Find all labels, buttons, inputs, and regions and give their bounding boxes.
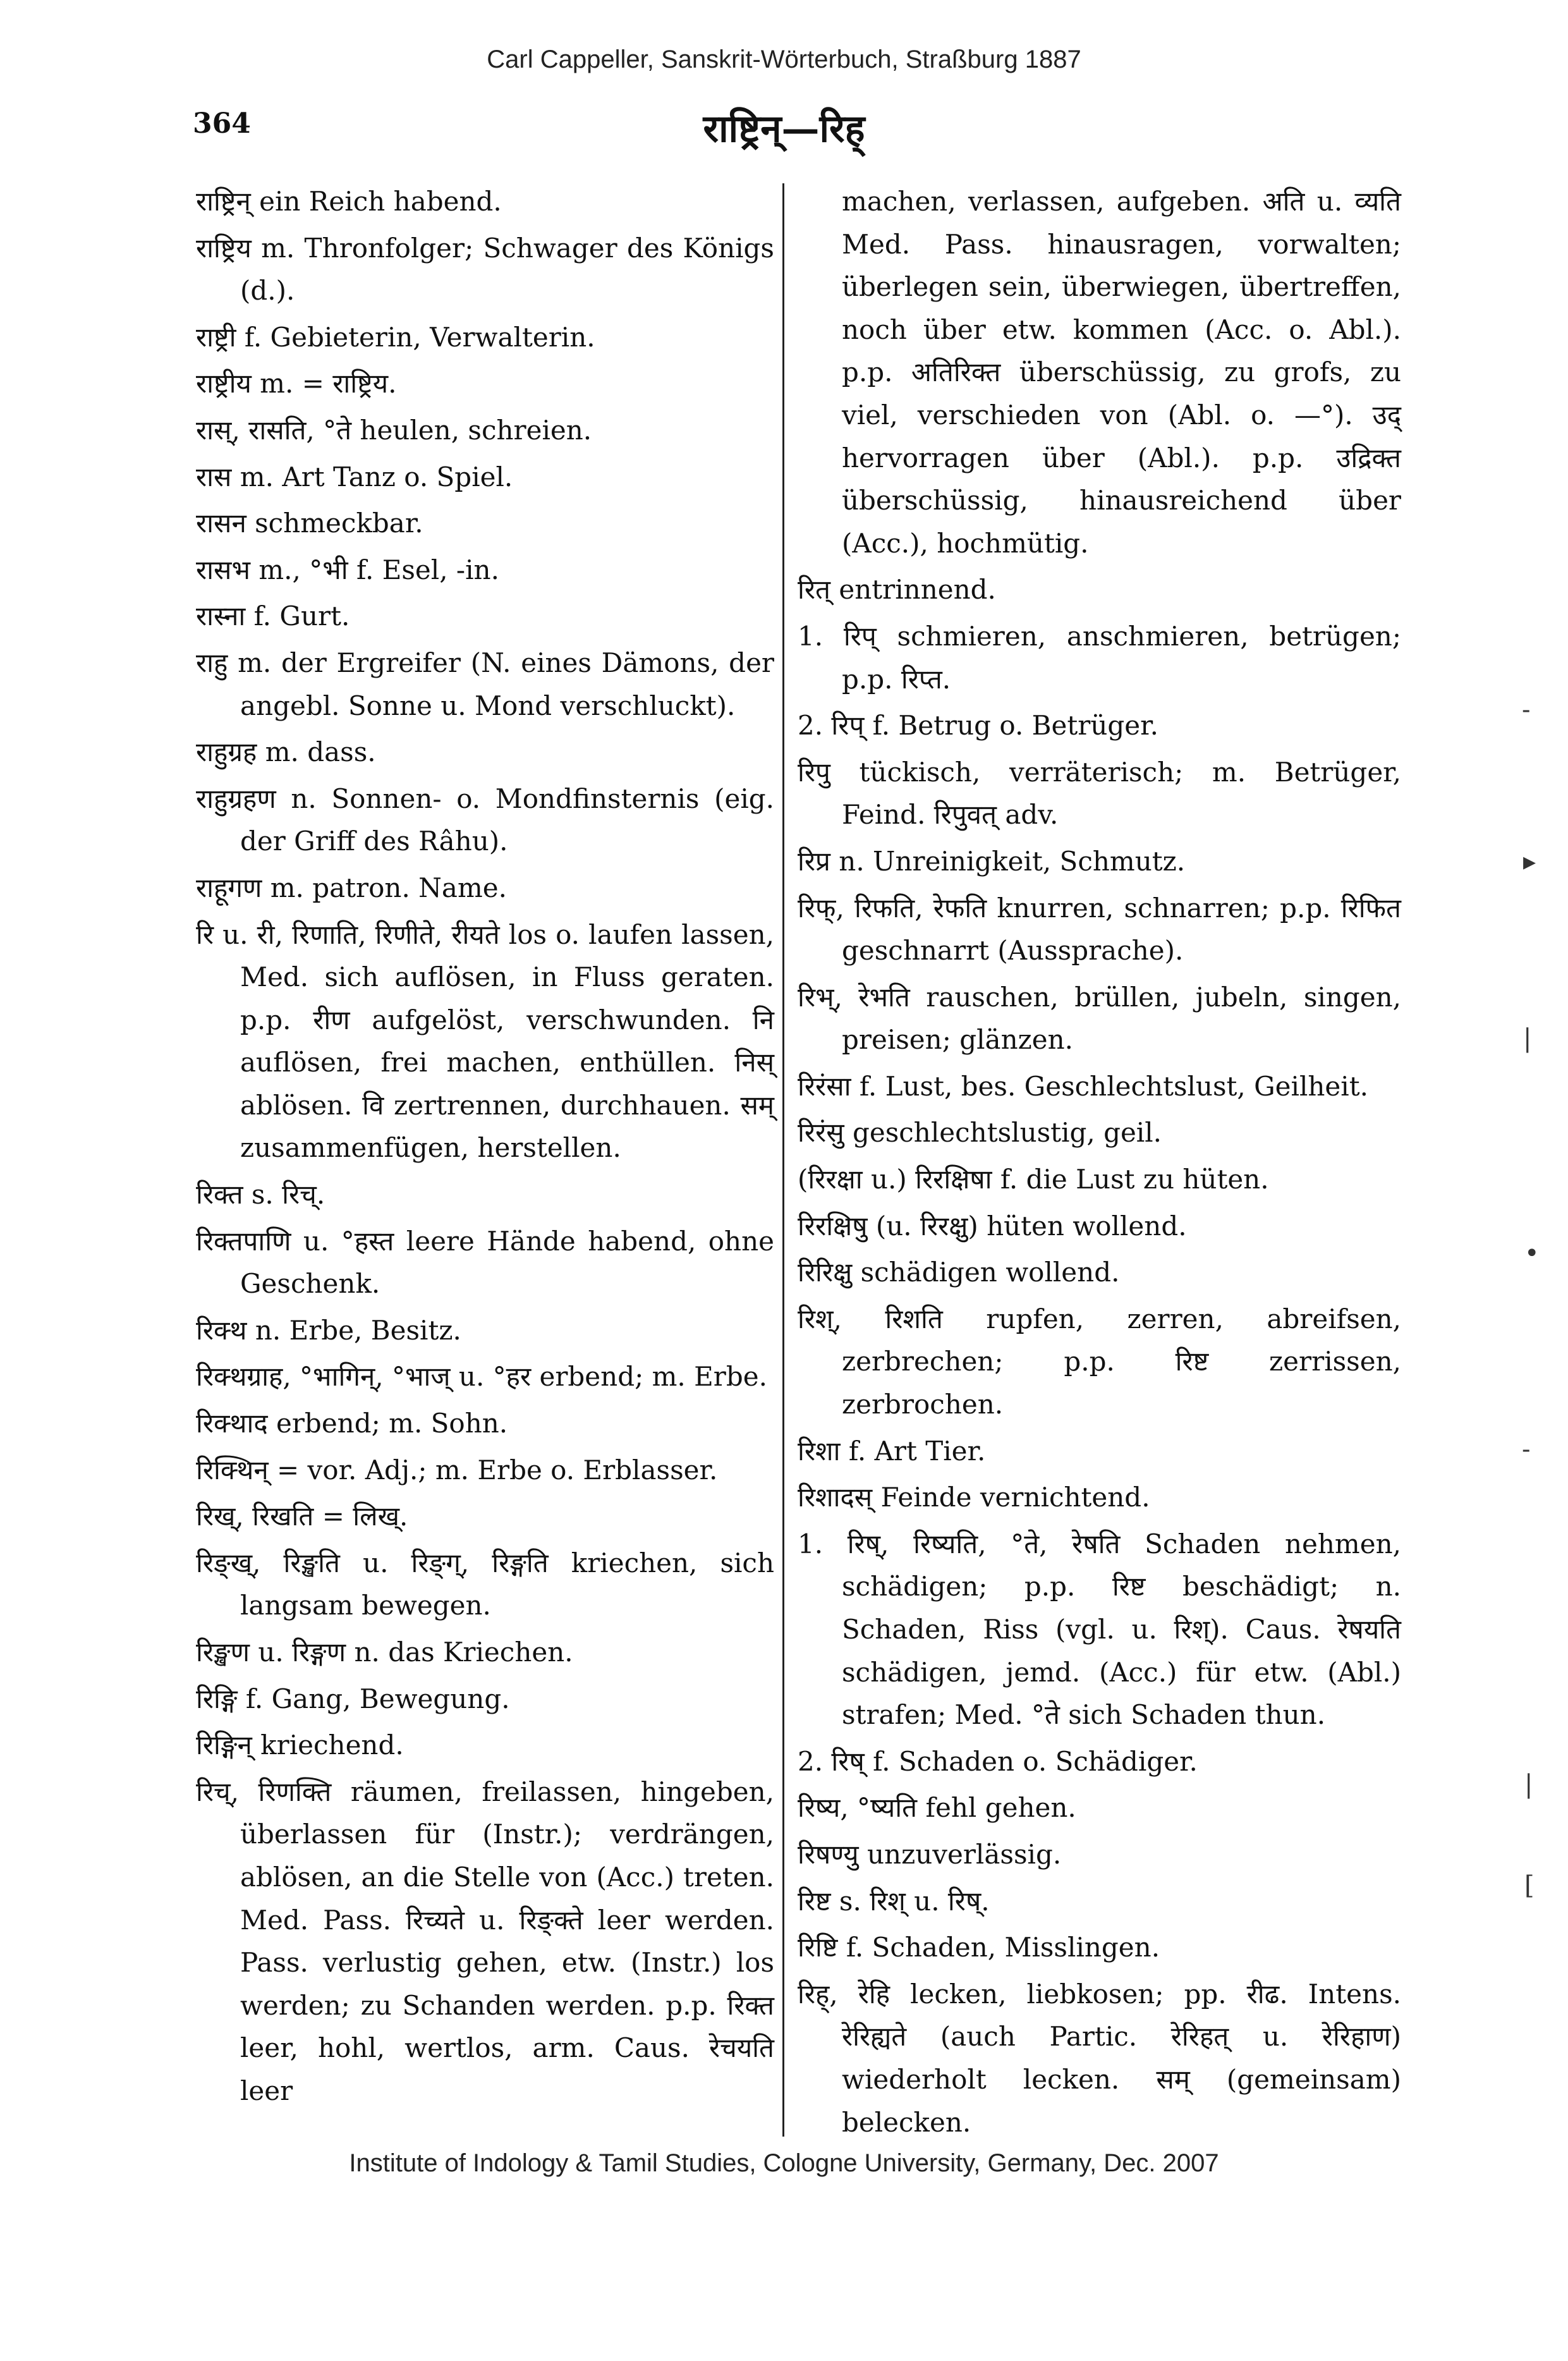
dictionary-entry: राष्ट्रिय m. Thronfolger; Schwager des Königs (d.). (196, 232, 774, 307)
dictionary-entry: 2. रिप् f. Betrug o. Betrüger. (798, 710, 1158, 741)
dictionary-entry: रिक्थग्राह, °भागिन्, °भाज् u. °हर erbend; m. Erbe. (196, 1361, 767, 1393)
dictionary-entry: रिङ्गिन् kriechend. (196, 1730, 404, 1761)
dictionary-entry: रिह्, रेहि lecken, liebkosen; pp. रीढ. Intens. रेरिह्यते (auch Partic. रेरिहत् u. रेरिहाण) wiederholt lecken. सम् (gemeinsam) belecken. (798, 1978, 1401, 2138)
header-note: Carl Cappeller, Sanskrit-Wörterbuch, Straßburg 1887 (487, 46, 1081, 73)
dictionary-entry: राहु m. der Ergreifer (N. eines Dämons, der angebl. Sonne u. Mond verschluckt). (196, 647, 774, 721)
dictionary-entry: रिभ्, रेभति rauschen, brüllen, jubeln, singen, preisen; glänzen. (798, 981, 1401, 1056)
dictionary-entry: रिरंसा f. Lust, bes. Geschlechtslust, Geilheit. (798, 1070, 1368, 1102)
dictionary-entry: रास्, रासति, °ते heulen, schreien. (196, 414, 592, 446)
scan-margin-mark: - (1522, 695, 1531, 724)
dictionary-entry: रिशा f. Art Tier. (798, 1435, 986, 1467)
running-head: राष्ट्रिन्—रिह् (703, 107, 865, 151)
dictionary-entry: राहुग्रहण n. Sonnen- o. Mondfinsternis (eig. der Griff des Râhu). (196, 783, 774, 857)
scan-margin-mark: ▸ (1523, 847, 1536, 876)
dictionary-entry: रिशादस् Feinde vernichtend. (798, 1482, 1150, 1513)
scan-margin-mark: [ (1524, 1871, 1535, 1900)
dictionary-entry: रित् entrinnend. (798, 574, 996, 606)
dictionary-entry: 2. रिष् f. Schaden o. Schädiger. (798, 1745, 1198, 1777)
footer-note: Institute of Indology & Tamil Studies, Cologne University, Germany, Dec. 2007 (349, 2149, 1219, 2177)
dictionary-entry: रिरंसु geschlechtslustig, geil. (798, 1117, 1162, 1149)
scan-margin-mark: | (1523, 1024, 1532, 1053)
dictionary-entry: रिङ्गि f. Gang, Bewegung. (196, 1683, 510, 1714)
dictionary-entry: रिङ्खण u. रिङ्गण n. das Kriechen. (196, 1637, 573, 1668)
dictionary-entry: रासभ m., °भी f. Esel, -in. (196, 554, 499, 585)
right-column (798, 180, 1401, 2147)
scan-margin-mark: - (1522, 1435, 1531, 1464)
dictionary-entry: रिप्र n. Unreinigkeit, Schmutz. (798, 845, 1186, 877)
dictionary-entry: रिक्तपाणि u. °हस्त leere Hände habend, ohne Geschenk. (196, 1225, 774, 1300)
dictionary-entry: रिफ्, रिफति, रेफति knurren, schnarren; p.p. रिफित geschnarrt (Aussprache). (798, 892, 1401, 967)
dictionary-entry: रिक्थाद erbend; m. Sohn. (196, 1408, 508, 1439)
dictionary-entry-continuation: machen, verlassen, aufgeben. अति u. व्यति Med. Pass. hinausragen, vorwalten; überlegen sein, überwiegen, übertreffen, noch über etw. kommen (Acc. o. Abl.). p.p. अतिरिक्त überschüssig, zu grofs, zu viel, verschieden von (Abl. o. —°). उद् hervorragen über (Abl.). p.p. उद्रिक्त überschüssig, hinausreichend über (Acc.), hochmütig. (842, 186, 1401, 559)
page-number: 364 (193, 107, 251, 140)
dictionary-entry: रिख्, रिखति = लिख्. (196, 1501, 408, 1532)
dictionary-entry: राहुग्रह m. dass. (196, 736, 376, 768)
scan-margin-mark: | (1524, 1770, 1533, 1799)
column-divider (782, 183, 784, 2137)
dictionary-entry: रिरक्षिषु (u. रिरक्षु) hüten wollend. (798, 1210, 1187, 1242)
dictionary-entry: रिक्त s. रिच्. (196, 1179, 325, 1211)
left-column (196, 180, 774, 2116)
dictionary-entry: 1. रिष्, रिष्यति, °ते, रेषति Schaden nehmen, schädigen; p.p. रिष्ट beschädigt; n. Schaden, Riss (vgl. u. रिश्). Caus. रेषयति schädigen, jemd. (Acc.) für etw. (Abl.) strafen; Med. °ते sich Schaden thun. (798, 1528, 1401, 1731)
dictionary-entry: 1. रिप् schmieren, anschmieren, betrügen; p.p. रिप्त. (798, 620, 1401, 695)
dictionary-entry: रिपु tückisch, verräterisch; m. Betrüger, Feind. रिपुवत् adv. (798, 756, 1401, 831)
dictionary-entry: रिष्य, °ष्यति fehl gehen. (798, 1792, 1076, 1824)
dictionary-entry: रिङ्ख्, रिङ्खति u. रिङ्ग्, रिङ्गति kriechen, sich langsam bewegen. (196, 1547, 774, 1621)
dictionary-entry: (रिरक्षा u.) रिरक्षिषा f. die Lust zu hüten. (798, 1164, 1269, 1195)
dictionary-entry: राष्ट्री f. Gebieterin, Verwalterin. (196, 321, 595, 353)
dictionary-entry: रास m. Art Tanz o. Spiel. (196, 461, 513, 492)
dictionary-entry: राहूगण m. patron. Name. (196, 872, 507, 903)
dictionary-entry: रिक्थ n. Erbe, Besitz. (196, 1314, 461, 1346)
dictionary-entry: रासन schmeckbar. (196, 508, 423, 539)
dictionary-entry: रिश्, रिशति rupfen, zerren, abreifsen, zerbrechen; p.p. रिष्ट zerrissen, zerbrochen. (798, 1303, 1401, 1420)
dictionary-entry: रिच्, रिणक्ति räumen, freilassen, hingeben, überlassen für (Instr.); verdrängen, ablösen, an die Stelle von (Acc.) treten. Med. Pass. रिच्यते u. रिङ्क्ते leer werden. Pass. verlustig gehen, etw. (Instr.) los werden; zu Schanden werden. p.p. रिक्त leer, hohl, wertlos, arm. Caus. रेचयति leer (196, 1776, 774, 2106)
dictionary-entry: रिष्टि f. Schaden, Misslingen. (798, 1932, 1160, 1963)
dictionary-entry: रिषण्यु unzuverlässig. (798, 1838, 1062, 1870)
scan-margin-mark: • (1524, 1239, 1540, 1268)
dictionary-entry: रिक्थिन् = vor. Adj.; m. Erbe o. Erblasser. (196, 1454, 718, 1486)
dictionary-entry: रास्ना f. Gurt. (196, 601, 350, 632)
dictionary-entry: राष्ट्रिन् ein Reich habend. (196, 186, 502, 217)
dictionary-entry: रिष्ट s. रिश् u. रिष्. (798, 1885, 990, 1917)
dictionary-entry: राष्ट्रीय m. = राष्ट्रिय. (196, 368, 397, 400)
dictionary-entry: रि u. री, रिणाति, रिणीते, रीयते los o. laufen lassen, Med. sich auflösen, in Fluss geraten. p.p. रीण aufgelöst, verschwunden. नि auflösen, frei machen, enthüllen. निस् ablösen. वि zertrennen, durchhauen. सम् zusammenfügen, herstellen. (196, 918, 774, 1164)
dictionary-entry: रिरिक्षु schädigen wollend. (798, 1257, 1120, 1288)
